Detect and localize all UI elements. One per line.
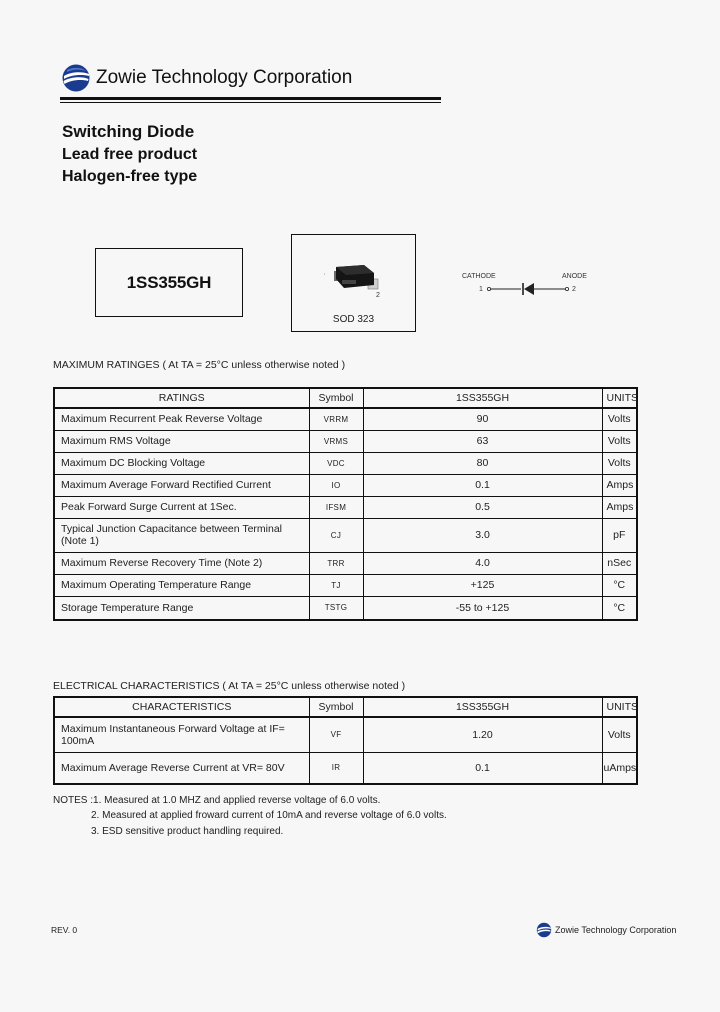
column-header: Symbol	[309, 697, 363, 717]
header-divider	[60, 97, 441, 100]
rating-unit: pF	[602, 518, 637, 552]
rating-unit: °C	[602, 596, 637, 620]
rating-unit: Amps	[602, 496, 637, 518]
rating-symbol: VRRM	[309, 408, 363, 430]
header-divider-thin	[60, 102, 441, 103]
rating-value: 90	[363, 408, 602, 430]
halogen-free-label: Halogen-free type	[62, 168, 198, 185]
table-row	[54, 596, 637, 620]
part-number: 1SS355GH	[126, 272, 212, 292]
rating-unit: °C	[602, 574, 637, 596]
rating-symbol: VDC	[309, 452, 363, 474]
rating-value: 63	[363, 430, 602, 452]
rating-value: -55 to +125	[363, 596, 602, 620]
max-ratings-title: MAXIMUM RATINGES ( At TA = 25°C unless otherwise noted )	[53, 359, 346, 371]
table-row	[54, 574, 637, 596]
table-row	[54, 408, 637, 430]
column-header: RATINGS	[54, 388, 309, 408]
company-logo-icon	[536, 922, 552, 938]
rating-name: Maximum Recurrent Peak Reverse Voltage	[54, 408, 309, 430]
note-3: 3. ESD sensitive product handling required.	[91, 826, 284, 837]
electrical-characteristics-title: ELECTRICAL CHARACTERISTICS ( At TA = 25°C unless otherwise noted )	[53, 680, 406, 692]
electrical-characteristics-table	[53, 696, 638, 785]
pin1-label: 1	[479, 286, 483, 293]
rating-unit: Amps	[602, 474, 637, 496]
rating-symbol: TRR	[309, 552, 363, 574]
table-row	[54, 452, 637, 474]
characteristic-value: 0.1	[363, 752, 602, 784]
table-row	[54, 552, 637, 574]
note-2: 2. Measured at applied froward current of 10mA and reverse voltage of 6.0 volts.	[91, 810, 447, 821]
characteristic-name: Maximum Instantaneous Forward Voltage at IF= 100mA	[54, 717, 309, 752]
rating-value: 0.1	[363, 474, 602, 496]
rating-unit: Volts	[602, 452, 637, 474]
table-row	[54, 717, 637, 752]
rating-unit: nSec	[602, 552, 637, 574]
package-pin-label: 2	[376, 292, 380, 299]
revision-label: REV. 0	[51, 925, 78, 935]
table-row	[54, 474, 637, 496]
package-image-box	[291, 234, 416, 332]
rating-symbol: IFSM	[309, 496, 363, 518]
rating-symbol: IO	[309, 474, 363, 496]
characteristic-symbol: IR	[309, 752, 363, 784]
rating-symbol: CJ	[309, 518, 363, 552]
sod323-package-icon	[322, 261, 388, 301]
cathode-label: CATHODE	[462, 273, 496, 280]
rating-name: Peak Forward Surge Current at 1Sec.	[54, 496, 309, 518]
rating-value: +125	[363, 574, 602, 596]
characteristic-name: Maximum Average Reverse Current at VR= 80V	[54, 752, 309, 784]
rating-value: 4.0	[363, 552, 602, 574]
column-header: 1SS355GH	[363, 388, 602, 408]
pin2-label: 2	[572, 286, 576, 293]
rating-unit: Volts	[602, 430, 637, 452]
rating-name: Maximum Average Forward Rectified Current	[54, 474, 309, 496]
rating-name: Maximum Operating Temperature Range	[54, 574, 309, 596]
characteristic-unit: Volts	[602, 717, 637, 752]
rating-name: Maximum Reverse Recovery Time (Note 2)	[54, 552, 309, 574]
package-label: SOD 323	[332, 314, 375, 325]
company-logo-icon	[61, 63, 91, 93]
rating-name: Maximum DC Blocking Voltage	[54, 452, 309, 474]
rating-symbol: TJ	[309, 574, 363, 596]
rating-value: 3.0	[363, 518, 602, 552]
table-row	[54, 752, 637, 784]
table-row	[54, 430, 637, 452]
characteristic-unit: uAmps	[602, 752, 637, 784]
table-row	[54, 518, 637, 552]
lead-free-label: Lead free product	[62, 146, 198, 163]
max-ratings-table	[53, 387, 638, 621]
rating-name: Typical Junction Capacitance between Terminal (Note 1)	[54, 518, 309, 552]
company-title: Zowie Technology Corporation	[96, 67, 353, 88]
product-type-heading: Switching Diode	[62, 122, 195, 141]
column-header: UNITS	[602, 697, 637, 717]
table-row	[54, 496, 637, 518]
part-number-box	[95, 248, 243, 317]
diode-schematic-icon	[455, 268, 605, 302]
rating-unit: Volts	[602, 408, 637, 430]
footer-company-name: Zowie Technology Corporation	[555, 925, 677, 935]
characteristic-symbol: VF	[309, 717, 363, 752]
column-header: UNITS	[602, 388, 637, 408]
column-header: CHARACTERISTICS	[54, 697, 309, 717]
rating-value: 0.5	[363, 496, 602, 518]
column-header: Symbol	[309, 388, 363, 408]
anode-label: ANODE	[562, 273, 587, 280]
rating-symbol: VRMS	[309, 430, 363, 452]
rating-symbol: TSTG	[309, 596, 363, 620]
note-1: NOTES :1. Measured at 1.0 MHZ and applied reverse voltage of 6.0 volts.	[53, 795, 381, 806]
column-header: 1SS355GH	[363, 697, 602, 717]
rating-value: 80	[363, 452, 602, 474]
rating-name: Storage Temperature Range	[54, 596, 309, 620]
rating-name: Maximum RMS Voltage	[54, 430, 309, 452]
characteristic-value: 1.20	[363, 717, 602, 752]
